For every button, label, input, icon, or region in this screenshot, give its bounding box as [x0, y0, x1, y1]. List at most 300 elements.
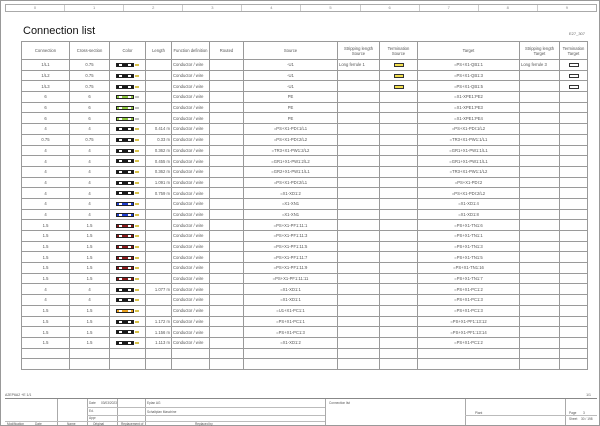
cell-cross: 6 — [70, 113, 110, 124]
cell-length — [146, 70, 172, 81]
column-header: Function definition — [172, 42, 210, 60]
wire-tip-marker — [135, 139, 139, 141]
wire-tip-marker — [135, 321, 139, 323]
cell-cross: 1.5 — [70, 273, 110, 284]
cell-func: Conductor / wire — [172, 337, 210, 348]
wire-color-swatch — [116, 341, 134, 345]
wire-tip-marker — [135, 128, 139, 130]
cell-strip-tgt — [520, 134, 560, 145]
cell-connection: 4 — [22, 145, 70, 156]
cell-func: Conductor / wire — [172, 166, 210, 177]
cell-routed — [210, 70, 244, 81]
cell-term-src — [380, 241, 418, 252]
cell-length — [146, 102, 172, 113]
cell-term-src — [380, 188, 418, 199]
cell-cross: 0.75 — [70, 134, 110, 145]
cell-connection: 1.5 — [22, 231, 70, 242]
cell-source: =X1-XN1 — [244, 198, 338, 209]
cell-source: =X1-XD1:1 — [244, 295, 338, 306]
cell-term-tgt — [560, 188, 588, 199]
wire-tip-marker — [135, 235, 139, 237]
table-row — [22, 295, 588, 306]
cell-source: =PS+X1-PF1:11:9 — [244, 263, 338, 274]
table-row — [22, 156, 588, 167]
cell-source: =PS+X1-PF1:11:5 — [244, 241, 338, 252]
cell-source: =PS+X1-PDI:2/L1 — [244, 177, 338, 188]
wire-color-swatch — [116, 245, 134, 249]
cell-strip-src — [338, 134, 380, 145]
cell-strip-tgt — [520, 273, 560, 284]
ruler-column-5: 5 — [301, 5, 360, 11]
cell-cross: 4 — [70, 124, 110, 135]
cell-strip-tgt — [520, 198, 560, 209]
cell-func: Conductor / wire — [172, 295, 210, 306]
cell-length — [146, 198, 172, 209]
wire-color-swatch — [116, 224, 134, 228]
table-row — [22, 327, 588, 338]
cell-strip-tgt — [520, 220, 560, 231]
wire-color-swatch — [116, 256, 134, 260]
cell-length: 0.33 m — [146, 134, 172, 145]
cell-connection: 4 — [22, 295, 70, 306]
cell-target — [418, 359, 520, 370]
cell-term-src — [380, 134, 418, 145]
cell-func: Conductor / wire — [172, 124, 210, 135]
cell-target: =X1-XPE1:PE4 — [418, 113, 520, 124]
cell-strip-src — [338, 359, 380, 370]
cell-cross: 1.5 — [70, 327, 110, 338]
cell-strip-tgt — [520, 305, 560, 316]
cell-func: Conductor / wire — [172, 70, 210, 81]
table-row — [22, 220, 588, 231]
column-ruler — [5, 4, 597, 12]
cell-length — [146, 273, 172, 284]
cell-color — [110, 81, 146, 92]
cell-color — [110, 305, 146, 316]
cell-color — [110, 70, 146, 81]
table-row — [22, 145, 588, 156]
cell-strip-tgt — [520, 327, 560, 338]
cell-connection: 1.5 — [22, 241, 70, 252]
cell-routed — [210, 156, 244, 167]
cell-term-src — [380, 145, 418, 156]
cell-term-tgt — [560, 177, 588, 188]
column-header: Stripping length Target — [520, 42, 560, 60]
cell-routed — [210, 198, 244, 209]
wire-tip-marker — [135, 342, 139, 344]
cell-func: Conductor / wire — [172, 156, 210, 167]
cell-term-tgt — [560, 209, 588, 220]
cell-target: =X1-XPE1:PE3 — [418, 102, 520, 113]
cell-color — [110, 198, 146, 209]
table-row — [22, 113, 588, 124]
cell-term-tgt — [560, 263, 588, 274]
cell-cross: 1.5 — [70, 241, 110, 252]
cell-strip-src: Long ferrule 1 — [338, 60, 380, 71]
cell-target: =X1-XPE1:PE2 — [418, 92, 520, 103]
wire-color-swatch — [116, 320, 134, 324]
date-label: Date — [89, 401, 96, 405]
cell-strip-tgt — [520, 359, 560, 370]
connection-table — [21, 41, 588, 370]
cell-connection: 1.5 — [22, 220, 70, 231]
wire-tip-marker — [135, 225, 139, 227]
cell-cross: 4 — [70, 295, 110, 306]
cell-connection: 6 — [22, 102, 70, 113]
cell-term-src — [380, 359, 418, 370]
wire-tip-marker — [135, 310, 139, 312]
cell-color — [110, 263, 146, 274]
cell-term-tgt — [560, 348, 588, 359]
cell-source: PE — [244, 92, 338, 103]
cell-length — [146, 252, 172, 263]
cell-connection: 6 — [22, 92, 70, 103]
cell-connection: 1.5 — [22, 263, 70, 274]
cell-target: =PS+X1-TN1:1 — [418, 231, 520, 242]
cell-color — [110, 252, 146, 263]
cell-strip-tgt — [520, 156, 560, 167]
cell-func: Conductor / wire — [172, 252, 210, 263]
modification-label: Modification — [7, 422, 25, 426]
cell-connection: 4 — [22, 177, 70, 188]
wire-color-swatch — [116, 330, 134, 334]
cell-color — [110, 273, 146, 284]
cell-strip-src — [338, 305, 380, 316]
table-row — [22, 70, 588, 81]
wire-tip-marker — [135, 257, 139, 259]
cell-routed — [210, 327, 244, 338]
cell-routed — [210, 295, 244, 306]
cell-routed — [210, 124, 244, 135]
cell-func: Conductor / wire — [172, 177, 210, 188]
cell-strip-src — [338, 295, 380, 306]
column-header: Termination Target — [560, 42, 588, 60]
cell-func: Conductor / wire — [172, 188, 210, 199]
cell-cross: 4 — [70, 156, 110, 167]
cell-target: =TR3+X1-PW1:1/L2 — [418, 166, 520, 177]
ed-label: Ed. — [89, 409, 94, 413]
cell-connection: 6 — [22, 113, 70, 124]
cell-target: =PS+X1-TN1:3 — [418, 241, 520, 252]
cell-source: =X1-XD1:1 — [244, 284, 338, 295]
cell-connection: 1/L2 — [22, 70, 70, 81]
cell-color — [110, 166, 146, 177]
cell-routed — [210, 113, 244, 124]
wire-tip-marker — [135, 64, 139, 66]
cell-strip-src — [338, 273, 380, 284]
wire-tip-marker — [135, 289, 139, 291]
ruler-column-0: 0 — [6, 5, 65, 11]
title-block — [5, 398, 597, 425]
cell-term-tgt — [560, 198, 588, 209]
table-row — [22, 337, 588, 348]
cell-term-tgt — [560, 70, 588, 81]
cell-term-src — [380, 295, 418, 306]
cell-func: Conductor / wire — [172, 327, 210, 338]
table-row — [22, 348, 588, 359]
cell-routed — [210, 337, 244, 348]
cell-routed — [210, 241, 244, 252]
cell-target: =PS+X1-PDI:2 — [418, 177, 520, 188]
column-header: Target — [418, 42, 520, 60]
cell-routed — [210, 92, 244, 103]
document-number: E27_307 — [568, 31, 585, 36]
wire-tip-marker — [135, 203, 139, 205]
cell-func: Conductor / wire — [172, 316, 210, 327]
cell-length — [146, 60, 172, 71]
table-row — [22, 60, 588, 71]
cell-term-tgt — [560, 295, 588, 306]
cell-cross: 6 — [70, 102, 110, 113]
cell-length — [146, 263, 172, 274]
cell-length — [146, 241, 172, 252]
cell-color — [110, 92, 146, 103]
cell-color — [110, 231, 146, 242]
cell-term-src — [380, 113, 418, 124]
table-row — [22, 124, 588, 135]
cell-target: =PS+X1-PDI:1/L2 — [418, 124, 520, 135]
cell-length — [146, 359, 172, 370]
cell-connection: 1.5 — [22, 337, 70, 348]
sheet-label: Sheet — [569, 417, 578, 421]
cell-connection: 4 — [22, 209, 70, 220]
table-row — [22, 273, 588, 284]
appr-label: Appr — [89, 416, 96, 420]
cell-target: =PS+X1-PC1:3 — [418, 305, 520, 316]
cell-strip-tgt — [520, 348, 560, 359]
cell-strip-src — [338, 284, 380, 295]
cell-target: =PS+X1-PF1:13:12 — [418, 316, 520, 327]
cell-cross: 4 — [70, 177, 110, 188]
modification-date-label: Date — [35, 422, 42, 426]
wire-color-swatch — [116, 288, 134, 292]
cell-strip-src — [338, 263, 380, 274]
table-row — [22, 188, 588, 199]
ruler-column-7: 7 — [420, 5, 479, 11]
cell-length: 1.172 m — [146, 316, 172, 327]
cell-length: 1.113 m — [146, 337, 172, 348]
table-body — [22, 60, 588, 370]
cell-color — [110, 348, 146, 359]
cell-routed — [210, 348, 244, 359]
table-row — [22, 92, 588, 103]
cell-target: =TR3+X1-PW1:1/L1 — [418, 134, 520, 145]
column-header: Stripping length Source — [338, 42, 380, 60]
cell-strip-tgt — [520, 295, 560, 306]
cell-func: Conductor / wire — [172, 198, 210, 209]
cell-term-tgt — [560, 166, 588, 177]
cell-length: 0.414 m — [146, 124, 172, 135]
cell-color — [110, 113, 146, 124]
cell-term-tgt — [560, 337, 588, 348]
cell-term-tgt — [560, 359, 588, 370]
cell-connection: 1/L1 — [22, 60, 70, 71]
cell-func: Conductor / wire — [172, 263, 210, 274]
cell-strip-src — [338, 81, 380, 92]
cell-target: =PS+X1-PC1:3 — [418, 295, 520, 306]
cell-color — [110, 220, 146, 231]
cell-func: Conductor / wire — [172, 145, 210, 156]
cell-color — [110, 359, 146, 370]
cell-term-tgt — [560, 60, 588, 71]
cell-func: Conductor / wire — [172, 134, 210, 145]
cell-strip-src — [338, 198, 380, 209]
cell-strip-src — [338, 327, 380, 338]
cell-color — [110, 124, 146, 135]
cell-func — [172, 359, 210, 370]
cell-cross: 1.5 — [70, 231, 110, 242]
cell-source: =PS+X1-PC1:3 — [244, 327, 338, 338]
cell-strip-src — [338, 92, 380, 103]
cell-cross: 1.5 — [70, 305, 110, 316]
sheet-value: 30 / 198 — [581, 417, 593, 421]
cell-cross: 1.5 — [70, 252, 110, 263]
cell-strip-tgt — [520, 209, 560, 220]
cell-length: 1.077 m — [146, 284, 172, 295]
cell-term-tgt — [560, 284, 588, 295]
column-header: Length — [146, 42, 172, 60]
cell-strip-tgt: Long ferrule 3 — [520, 60, 560, 71]
cell-strip-src — [338, 348, 380, 359]
cell-length — [146, 209, 172, 220]
ruler-column-3: 3 — [183, 5, 242, 11]
page-title: Connection list — [23, 25, 96, 37]
wire-tip-marker — [135, 118, 139, 120]
cell-cross: 4 — [70, 284, 110, 295]
cell-strip-src — [338, 209, 380, 220]
cell-strip-src — [338, 166, 380, 177]
cell-routed — [210, 166, 244, 177]
cell-color — [110, 295, 146, 306]
cell-target: =PS+X1-PC1:2 — [418, 337, 520, 348]
cell-length — [146, 92, 172, 103]
cell-func: Conductor / wire — [172, 60, 210, 71]
cell-connection: 1.5 — [22, 252, 70, 263]
cell-cross: 0.75 — [70, 70, 110, 81]
cell-term-tgt — [560, 81, 588, 92]
ruler-column-2: 2 — [124, 5, 183, 11]
cell-term-tgt — [560, 156, 588, 167]
cell-target: =PS+X1-QB1:1 — [418, 60, 520, 71]
cell-term-src — [380, 124, 418, 135]
cell-length — [146, 348, 172, 359]
table-row — [22, 177, 588, 188]
wire-color-swatch — [116, 117, 134, 121]
table-header-row — [22, 42, 588, 60]
cell-strip-tgt — [520, 166, 560, 177]
wire-color-swatch — [116, 138, 134, 142]
cell-source — [244, 348, 338, 359]
cell-connection — [22, 359, 70, 370]
wire-color-swatch — [116, 191, 134, 195]
cell-length: 1.091 m — [146, 177, 172, 188]
cell-cross: 4 — [70, 198, 110, 209]
cell-target: =X1-XD1:8 — [418, 209, 520, 220]
cell-strip-tgt — [520, 81, 560, 92]
wire-color-swatch — [116, 277, 134, 281]
cell-routed — [210, 145, 244, 156]
cell-target: =PS+X1-TN1:7 — [418, 273, 520, 284]
cell-source: =PS+X1-PF1:11:11 — [244, 273, 338, 284]
cell-term-src — [380, 81, 418, 92]
wire-tip-marker — [135, 214, 139, 216]
cell-term-tgt — [560, 113, 588, 124]
column-header: Cross-section — [70, 42, 110, 60]
cell-connection: 4 — [22, 198, 70, 209]
cell-term-src — [380, 220, 418, 231]
cell-routed — [210, 263, 244, 274]
table-row — [22, 359, 588, 370]
wire-tip-marker — [135, 299, 139, 301]
cell-source: =PS+X1-PF1:11:3 — [244, 231, 338, 242]
footer-right-code: 1/1 — [586, 393, 591, 397]
wire-color-swatch — [116, 159, 134, 163]
name-label: Name — [67, 422, 76, 426]
cell-cross — [70, 359, 110, 370]
cell-color — [110, 209, 146, 220]
ferrule-icon — [394, 85, 404, 89]
cell-routed — [210, 316, 244, 327]
wire-color-swatch — [116, 74, 134, 78]
wire-tip-marker — [135, 75, 139, 77]
cell-strip-src — [338, 220, 380, 231]
cell-term-src — [380, 60, 418, 71]
cell-length: 0.455 m — [146, 156, 172, 167]
cell-source: =GR2+X1-PW1:1/L1 — [244, 166, 338, 177]
cell-color — [110, 156, 146, 167]
cell-length: 0.362 m — [146, 145, 172, 156]
cell-routed — [210, 188, 244, 199]
ruler-column-4: 4 — [242, 5, 301, 11]
wire-tip-marker — [135, 171, 139, 173]
cell-routed — [210, 284, 244, 295]
cell-term-src — [380, 263, 418, 274]
wire-color-swatch — [116, 106, 134, 110]
cell-routed — [210, 231, 244, 242]
company-name: Eplan AG — [147, 401, 161, 405]
cell-source: PE — [244, 113, 338, 124]
wire-tip-marker — [135, 267, 139, 269]
cell-strip-src — [338, 337, 380, 348]
cell-connection: 1/L3 — [22, 81, 70, 92]
cell-cross: 1.5 — [70, 220, 110, 231]
cell-source: =U1+X1-PC1:1 — [244, 305, 338, 316]
cell-cross — [70, 348, 110, 359]
cell-strip-src — [338, 188, 380, 199]
cell-term-tgt — [560, 92, 588, 103]
footer-left-code: A2EP6A2 +E 1/1 — [5, 393, 32, 397]
wire-color-swatch — [116, 309, 134, 313]
cell-target: =PS+X1-TN1:16 — [418, 263, 520, 274]
cell-term-tgt — [560, 241, 588, 252]
column-header: Color — [110, 42, 146, 60]
cell-routed — [210, 359, 244, 370]
cell-target: =PS+X1-TN1:5 — [418, 252, 520, 263]
plant-label: Plant — [475, 411, 483, 415]
cell-strip-tgt — [520, 252, 560, 263]
cell-strip-tgt — [520, 231, 560, 242]
table-row — [22, 316, 588, 327]
plant-description: Schaltplan Maschine — [147, 410, 177, 414]
cell-term-tgt — [560, 124, 588, 135]
cell-color — [110, 188, 146, 199]
cell-source: =PS+X1-PF1:11:1 — [244, 220, 338, 231]
cell-target: =GR1+X1-PW1:1/L1 — [418, 156, 520, 167]
cell-cross: 4 — [70, 188, 110, 199]
column-header: Source — [244, 42, 338, 60]
cell-strip-tgt — [520, 241, 560, 252]
ruler-column-1: 1 — [65, 5, 124, 11]
